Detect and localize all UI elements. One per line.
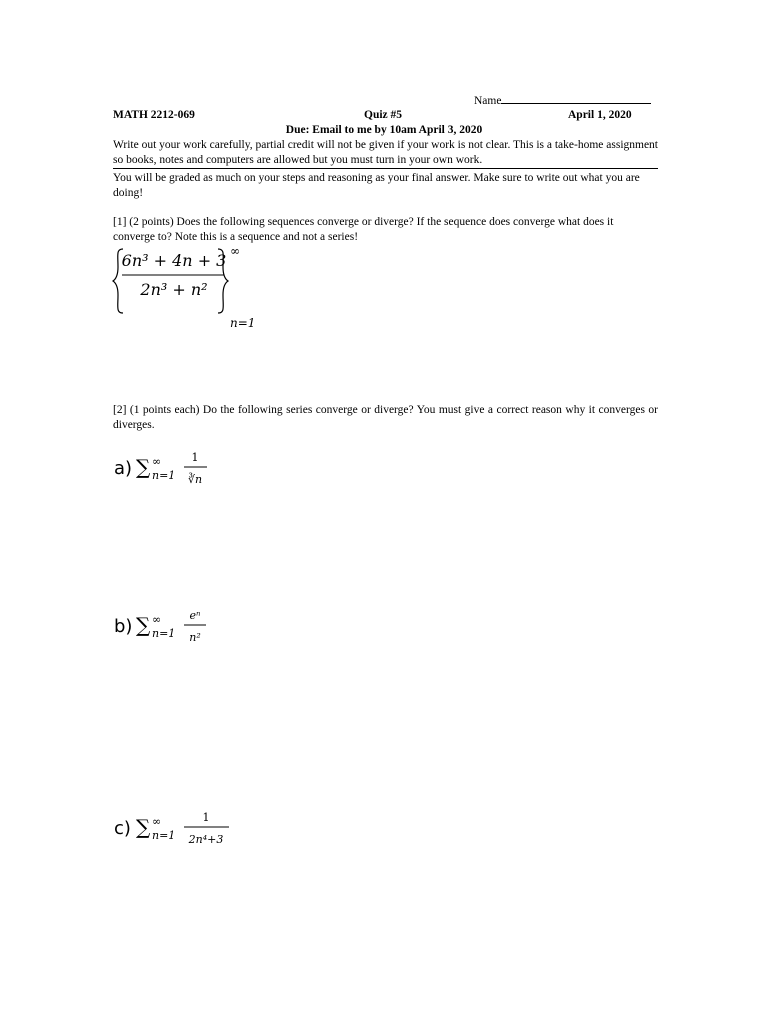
part-a-denominator: ∛n <box>187 473 203 486</box>
part-b-numerator: eⁿ <box>189 609 201 622</box>
sigma-symbol: ∑ <box>136 815 151 839</box>
part-c-numerator: 1 <box>202 811 210 824</box>
due-date: Due: Email to me by 10am April 3, 2020 <box>285 124 483 136</box>
sequence-expression <box>112 245 272 335</box>
question-2-text: [2] (1 points each) Do the following series converge or diverge? You must give a correct reason why it converges or diverges. <box>113 404 658 431</box>
sequence-lower-limit: n=1 <box>230 316 256 330</box>
sequence-denominator: 2n³ + n² <box>140 280 208 299</box>
question-1-text: [1] (2 points) Does the following sequences converge or diverge? If the sequence does converge what does it converge to? Note this is a sequence and not a series! <box>113 216 614 243</box>
part-c-label: c) <box>114 818 131 839</box>
part-c-lower-limit: n=1 <box>152 829 176 842</box>
part-b-lower-limit: n=1 <box>152 627 176 640</box>
part-b-label: b) <box>114 616 133 637</box>
instructions-text: Write out your work carefully, partial credit will not be given if your work is not clear. This is a take-home assignment so books, notes and computers are allowed but you must turn in your own work. <box>113 139 659 166</box>
part-a-lower-limit: n=1 <box>152 469 176 482</box>
series-part-c <box>112 805 252 855</box>
part-a-numerator: 1 <box>191 451 199 464</box>
name-field <box>474 93 651 107</box>
sequence-numerator: 6n³ + 4n + 3 <box>121 251 227 270</box>
series-part-a <box>112 445 242 495</box>
grading-note: You will be graded as much on your steps and reasoning as your final answer. Make sure to write out what you are doing! <box>113 172 640 199</box>
part-a-label: a) <box>114 458 133 479</box>
sequence-upper-limit: ∞ <box>230 245 240 258</box>
part-c-denominator: 2n⁴+3 <box>188 833 224 846</box>
series-part-b <box>112 603 242 653</box>
course-code: MATH 2212-069 <box>113 109 195 121</box>
sigma-symbol: ∑ <box>136 613 151 637</box>
name-label: Name <box>474 95 502 107</box>
sigma-symbol: ∑ <box>136 455 151 479</box>
section-divider <box>113 168 658 169</box>
part-c-upper-limit: ∞ <box>152 815 162 828</box>
part-a-upper-limit: ∞ <box>152 455 162 468</box>
part-b-upper-limit: ∞ <box>152 613 162 626</box>
part-b-denominator: n² <box>189 631 201 644</box>
name-blank-line[interactable] <box>501 93 651 104</box>
quiz-title: Quiz #5 <box>364 109 403 121</box>
quiz-date: April 1, 2020 <box>568 109 632 121</box>
